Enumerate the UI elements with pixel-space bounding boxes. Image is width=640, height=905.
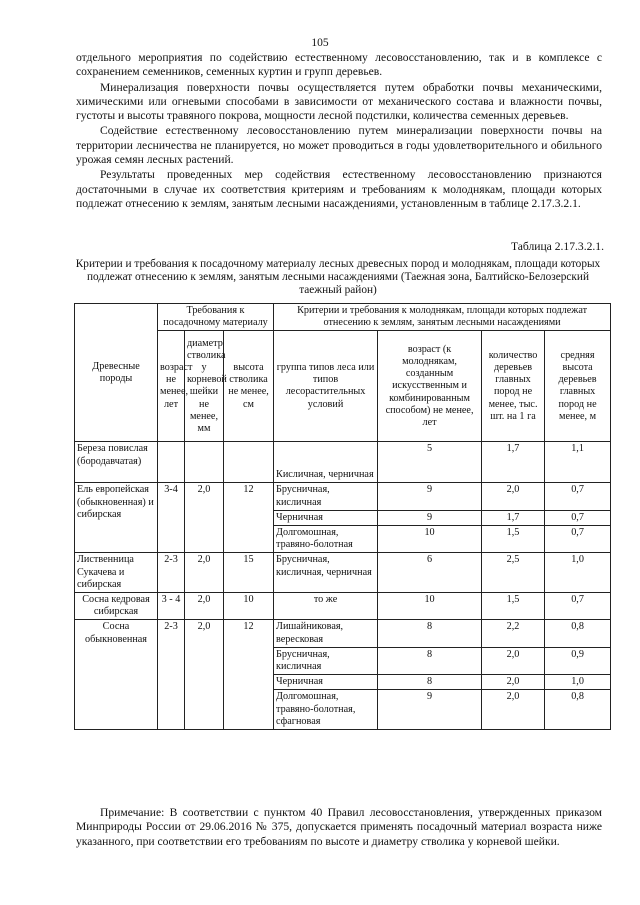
- cell-young-age: 9: [378, 510, 482, 525]
- header-age: возраст не менее, лет: [158, 331, 185, 442]
- table-row: [75, 442, 611, 483]
- header-height: высота стволика не менее, см: [224, 331, 274, 442]
- cell-height: 15: [224, 553, 274, 593]
- cell-count: 2,2: [482, 620, 545, 647]
- cell-age: 3-4: [158, 483, 185, 553]
- table-title: Критерии и требования к посадочному материалу лесных древесных пород и молоднякам, площади которых подлежат отнесению к землям, занятым лесными насаждениями (Таежная зона, Балтийско-Белозерский таежный район): [75, 258, 601, 297]
- cell-age: 3 - 4: [158, 593, 185, 620]
- cell-count: 1,5: [482, 526, 545, 553]
- cell-age: 2-3: [158, 620, 185, 730]
- cell-age: 2-3: [158, 553, 185, 593]
- table-row: [75, 553, 611, 593]
- cell-forest-type: то же: [274, 593, 378, 620]
- cell-species: Береза повислая (бородавчатая): [75, 442, 158, 483]
- header-group-planting: Требования к посадочному материалу: [158, 304, 274, 331]
- header-diam: диаметр стволика у корневой шейки не менее, мм: [185, 331, 224, 442]
- cell-diam: 2,0: [185, 620, 224, 730]
- cell-height: [224, 442, 274, 483]
- cell-height: 12: [224, 620, 274, 730]
- cell-young-age: 8: [378, 675, 482, 690]
- header-species: Древесные породы: [75, 304, 158, 442]
- cell-forest-type: Черничная: [274, 675, 378, 690]
- cell-height: 10: [224, 593, 274, 620]
- table-row: [75, 593, 611, 620]
- cell-forest-type: Долгомошная, травяно-болотная, сфагновая: [274, 690, 378, 730]
- header-forest-type: группа типов леса или типов лесорастительных условий: [274, 331, 378, 442]
- table-note: Примечание: В соответствии с пунктом 40 Правил лесовосстановления, утвержденных приказом Минприроды России от 29.06.2016 № 375, допускается применять посадочный материал возраста ниже указанного, при соответствии его требованиям по высоте и диаметру стволика у корневой шейки.: [76, 806, 602, 848]
- header-young-age: возраст (к молоднякам, созданным искусственным и комбинированным способом) не менее, лет: [378, 331, 482, 442]
- cell-avg-height: 0,7: [545, 526, 611, 553]
- cell-diam: 2,0: [185, 483, 224, 553]
- cell-diam: 2,0: [185, 553, 224, 593]
- cell-species: Сосна кедровая сибирская: [75, 593, 158, 620]
- cell-diam: 2,0: [185, 593, 224, 620]
- cell-young-age: 8: [378, 620, 482, 647]
- cell-young-age: 10: [378, 593, 482, 620]
- cell-forest-type: Брусничная, кисличная, черничная: [274, 553, 378, 593]
- cell-avg-height: 0,7: [545, 510, 611, 525]
- cell-young-age: 8: [378, 647, 482, 674]
- table-number: Таблица 2.17.3.2.1.: [510, 240, 604, 253]
- cell-forest-type: Лишайниковая, вересковая: [274, 620, 378, 647]
- paragraph: Минерализация поверхности почвы осуществляется путем обработки почвы механическими, химическими или огневыми способами в зависимости от механического состава и влажности почвы, густоты и высоты травяного покрова, мощности лесной подстилки, количества семенных деревьев.: [76, 80, 602, 123]
- paragraph: Результаты проведенных мер содействия естественному лесовосстановлению признаются достаточными в случае их соответствия критериям и требованиям к молоднякам, площади которых подлежат отнесению к землям, занятым лесными насаждениями, установленным в таблице 2.17.3.2.1.: [76, 168, 602, 210]
- cell-count: 2,5: [482, 553, 545, 593]
- header-group-young: Критерии и требования к молоднякам, площади которых подлежат отнесению к землям, занятым лесными насаждениями: [274, 304, 611, 331]
- cell-forest-type: Брусничная, кисличная: [274, 483, 378, 510]
- table-row: [75, 620, 611, 647]
- table-header-row: [75, 304, 611, 331]
- cell-young-age: 6: [378, 553, 482, 593]
- cell-young-age: 9: [378, 690, 482, 730]
- cell-height: 12: [224, 483, 274, 553]
- cell-count: 2,0: [482, 647, 545, 674]
- paragraph: отдельного мероприятия по содействию естественному лесовосстановлению, так и в комплексе с сохранением семенников, семенных куртин и групп деревьев.: [76, 51, 602, 79]
- body-text: [76, 51, 602, 212]
- cell-count: 2,0: [482, 483, 545, 510]
- page-number: 105: [311, 37, 329, 49]
- cell-avg-height: 1,0: [545, 675, 611, 690]
- cell-count: 1,5: [482, 593, 545, 620]
- cell-species: Ель европейская (обыкновенная) и сибирская: [75, 483, 158, 553]
- cell-young-age: 10: [378, 526, 482, 553]
- cell-age: [158, 442, 185, 483]
- criteria-table: [74, 303, 611, 730]
- cell-young-age: 5: [378, 442, 482, 483]
- cell-avg-height: 1,1: [545, 442, 611, 483]
- cell-forest-type: Черничная: [274, 510, 378, 525]
- cell-forest-type: Брусничная, кисличная: [274, 647, 378, 674]
- cell-forest-type: Кисличная, черничная: [274, 442, 378, 483]
- cell-avg-height: 0,7: [545, 593, 611, 620]
- cell-young-age: 9: [378, 483, 482, 510]
- cell-species: Сосна обыкновенная: [75, 620, 158, 730]
- cell-species: Лиственница Сукачева и сибирская: [75, 553, 158, 593]
- header-count: количество деревьев главных пород не менее, тыс. шт. на 1 га: [482, 331, 545, 442]
- header-avg-height: средняя высота деревьев главных пород не менее, м: [545, 331, 611, 442]
- cell-count: 1,7: [482, 510, 545, 525]
- cell-count: 2,0: [482, 675, 545, 690]
- cell-avg-height: 0,9: [545, 647, 611, 674]
- cell-avg-height: 0,8: [545, 620, 611, 647]
- cell-count: 2,0: [482, 690, 545, 730]
- table-row: [75, 483, 611, 510]
- paragraph: Содействие естественному лесовосстановлению путем минерализации поверхности почвы на территории лесничества не планируется, но может проводиться в годы удовлетворительного и обильного урожая семян лесных растений.: [76, 124, 602, 167]
- cell-diam: [185, 442, 224, 483]
- cell-count: 1,7: [482, 442, 545, 483]
- cell-avg-height: 0,8: [545, 690, 611, 730]
- cell-avg-height: 0,7: [545, 483, 611, 510]
- cell-forest-type: Долгомошная, травяно-болотная: [274, 526, 378, 553]
- cell-avg-height: 1,0: [545, 553, 611, 593]
